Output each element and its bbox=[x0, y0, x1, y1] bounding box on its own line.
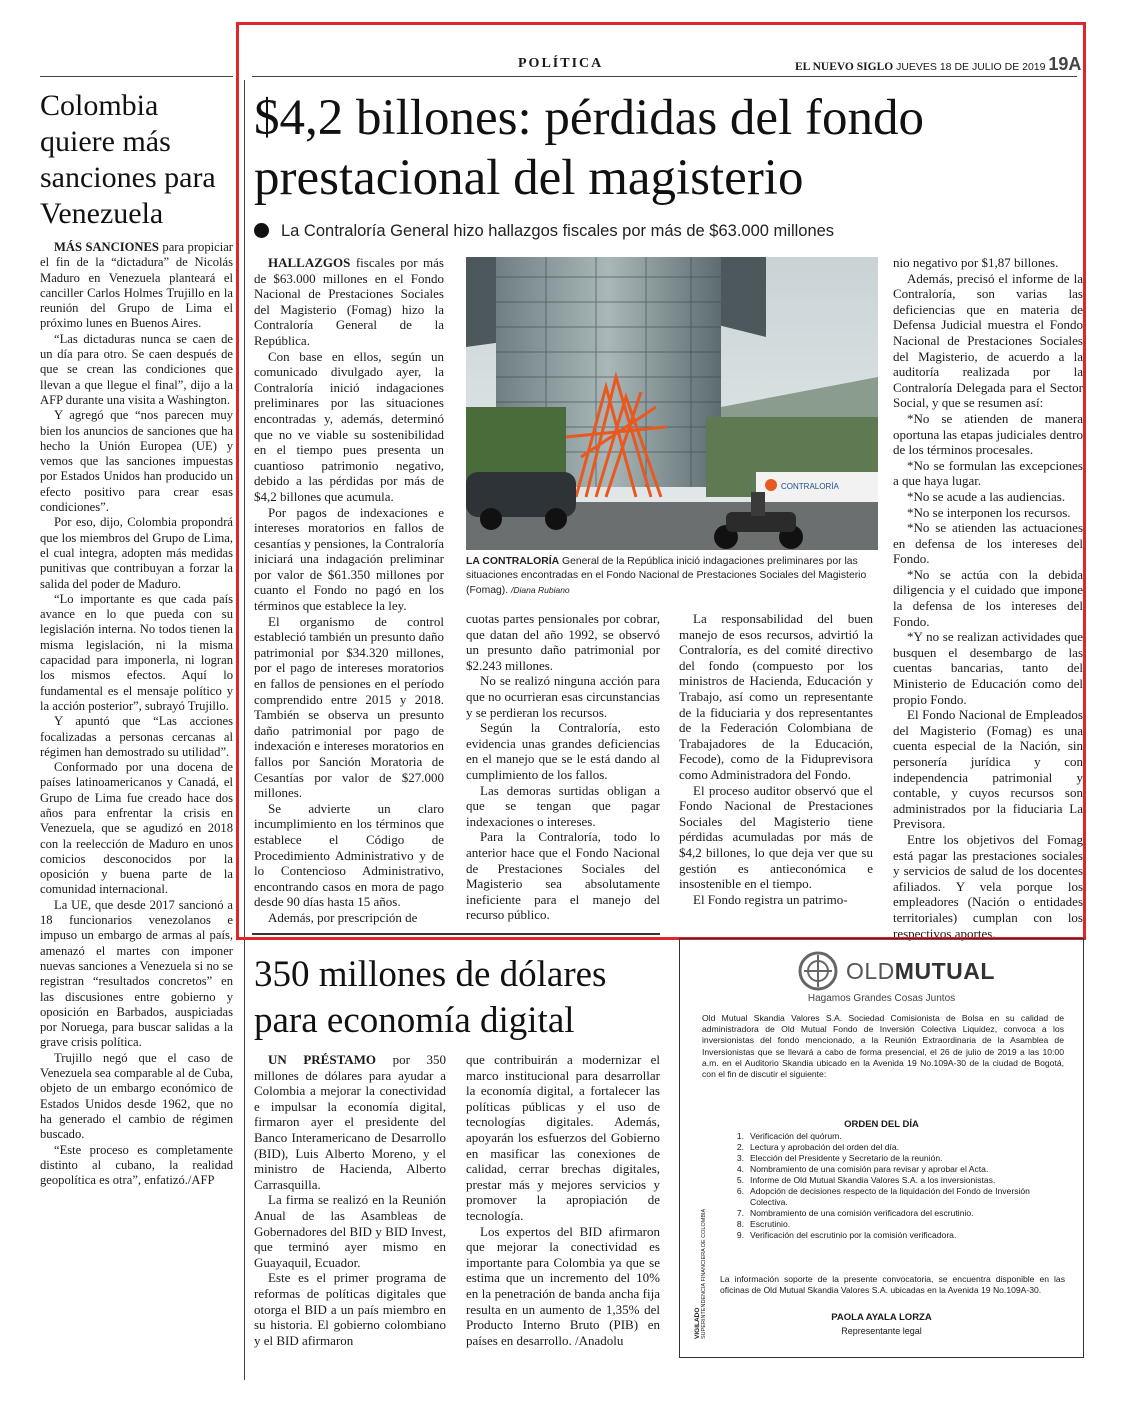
agenda-item: 4. Nombramiento de una comisión para revisar y aprobar el Acta. bbox=[736, 1164, 989, 1174]
main-paragraph: fiscales por más de $63.000 millones en el Fondo Nacional de Prestaciones Sociales del Magisterio (Fomag) hizo la Contraloría General de la República. bbox=[254, 255, 444, 348]
sidebar-paragraph: “Las dictaduras nunca se caen de un día para otro. Se caen después de que se crean las condiciones que llevan a que llegue el final”, dijo a la AFP durante una visita a Washington. bbox=[40, 331, 233, 407]
agenda-title: ORDEN DEL DÍA bbox=[844, 1119, 919, 1130]
highlight-frame bbox=[236, 22, 1086, 940]
ad-signer: PAOLA AYALA LORZA bbox=[831, 1312, 932, 1323]
main-paragraph: *No se interponen los recursos. bbox=[907, 504, 1071, 520]
sidebar-title-line: Colombia bbox=[40, 89, 159, 122]
sidebar-paragraph: La UE, que desde 2017 sancionó a 18 funcionarios venezolanos e impuso un embargo de armas al país, amenazó el martes con imponer nuevas sanciones a Venezuela si no se registran “resultados concretos” en las discusiones entre gobierno y oposición en Barbados, auspiciadas por Noruega, para buscar salidas a la grave crisis política. bbox=[40, 897, 233, 1050]
sidebar-paragraph: Y agregó que “nos parecen muy bien los anuncios de sanciones que ha hecho la Unión Europea (UE) y vemos que las sanciones impuestas por Estados Unidos han producido un efecto positivo para crear esas condiciones”. bbox=[40, 408, 233, 515]
photo-sign: CONTRALORÍA bbox=[781, 482, 839, 491]
ad-footer: La información soporte de la presente convocatoria, se encuentra disponible en las oficinas de Old Mutual Skandia Valores S.A. ubicadas en la Avenida 19 No.109A-30. bbox=[720, 1274, 1065, 1296]
sidebar-title bbox=[40, 88, 235, 232]
main-paragraph: Además, por prescripción de bbox=[268, 909, 418, 925]
agenda-item: 7. Nombramiento de una comisión verificadora del escrutinio. bbox=[736, 1208, 974, 1218]
brand-light: OLD bbox=[846, 957, 895, 984]
main-paragraph: *No se atienden las actuaciones en defensa de los intereses del Fondo. bbox=[893, 520, 1083, 567]
headline-line: prestacional del magisterio bbox=[254, 150, 804, 206]
agenda-item: 8. Escrutinio. bbox=[736, 1219, 791, 1229]
main-paragraph: Las demoras surtidas obligan a que se tengan que pagar indexaciones o intereses. bbox=[466, 782, 660, 829]
main-paragraph: *No se atienden de manera oportuna las etapas judiciales dentro de los términos procesales. bbox=[893, 410, 1083, 458]
main-paragraph: *No se acude a las audiencias. bbox=[907, 488, 1066, 504]
sidebar-paragraph: Y apuntó que “Las acciones focalizadas a personas cercanas al régimen han demostrado su utilidad”. bbox=[40, 714, 233, 759]
sidebar-paragraph: Trujillo negó que el caso de Venezuela sea comparable al de Cuba, objeto de un embargo económico de Estados Unidos desde 1962, que no ha generado el cambio de régimen buscado. bbox=[40, 1050, 234, 1142]
photo-credit: /Diana Rubiano bbox=[511, 585, 570, 595]
second-paragraph: por 350 millones de dólares para ayudar a Colombia a mejorar la conectividad e impulsar la economía digital, firmaron ayer el presidente del Banco Interamericano de Desarrollo (BID), Luis Alberto Moreno, y el ministro de Hacienda, Alberto Carrasquilla. bbox=[254, 1052, 446, 1192]
main-paragraph: Entre los objetivos del Fomag está pagar las prestaciones sociales y servicios de salud de los docentes afiliados. Y vela porque los empleadores (Nación o entidades territoriales) cumplan con los respectivos aportes. bbox=[893, 831, 1083, 941]
article-bottom-rule bbox=[252, 933, 660, 935]
agenda-item: 5. Informe de Old Mutual Skandia Valores S.A. a los inversionistas. bbox=[736, 1175, 996, 1185]
vigilado-label: VIGILADO bbox=[694, 1307, 701, 1339]
page-number: 19A bbox=[1048, 54, 1082, 74]
paper-name: EL NUEVO SIGLO bbox=[795, 61, 894, 73]
main-paragraph: cuotas partes pensionales por cobrar, que datan del año 1992, se observó un presunto daño patrimonial por $2.243 millones. bbox=[466, 611, 660, 673]
sidebar-lead: MÁS SANCIONES bbox=[54, 240, 159, 254]
main-paragraph: Según la Contraloría, esto evidencia unas grandes deficiencias en el manejo que se le está dando al cumplimiento de los fallos. bbox=[466, 720, 660, 782]
sidebar-title-line: Venezuela bbox=[40, 197, 164, 230]
ad-logo bbox=[798, 951, 995, 991]
sidebar-paragraph: Conformado por una docena de países latinoamericanos y Canadá, el Grupo de Lima fue creado hace dos años para enfrentar la crisis en Venezuela, que se agudizó en 2018 con la reelección de Maduro en unos comicios desconocidos por la oposición y buena parte de la comunidad internacional. bbox=[40, 760, 233, 897]
main-paragraph: Para la Contraloría, todo lo anterior hace que el Fondo Nacional de Prestaciones Sociales del Magisterio sea absolutamente ineficiente para el manejo del recurso público. bbox=[466, 829, 660, 923]
second-paragraph: que contribuirán a modernizar el marco institucional para desarrollar la economía digital, a fortalecer las políticas públicas y el uso de tecnologías digitales. Además, apoyarán los esfuerzos del Gobierno en masificar las conexiones de calidad, cerrar brechas digitales, prestar más y mejores servicios y promover la apropiación de tecnología. bbox=[466, 1052, 660, 1223]
agenda-item: 2. Lectura y aprobación del orden del día. bbox=[736, 1142, 900, 1152]
section-label: POLÍTICA bbox=[518, 56, 604, 71]
agenda-item: 6. Adopción de decisiones respecto de la liquidación del Fondo de Inversión Colectiva. bbox=[736, 1186, 1030, 1207]
main-paragraph: *No se actúa con la debida diligencia y el cuidado que impone la defensa de los intereses del Fondo. bbox=[893, 566, 1083, 629]
headline-line: $4,2 billones: pérdidas del fondo bbox=[254, 90, 924, 146]
sidebar-top-rule bbox=[40, 76, 233, 77]
headline-line: 350 millones de dólares bbox=[254, 954, 607, 995]
agenda-list bbox=[720, 1131, 1065, 1241]
sidebar-title-line: sanciones para bbox=[40, 161, 216, 194]
sidebar-paragraph: para propiciar el fin de la “dictadura” de Nicolás Maduro en Venezuela planteará el canciller Carlos Holmes Trujillo en la reunión del Grupo de Lima el próximo lunes en Buenos Aires. bbox=[40, 240, 233, 331]
ad-signer-role: Representante legal bbox=[841, 1326, 922, 1336]
superfinanciera-label: SUPERINTENDENCIA FINANCIERA DE COLOMBIA bbox=[701, 1208, 707, 1339]
sidebar-paragraph: “Este proceso es completamente distinto al cubano, la realidad geopolítica es otra”, enfatizó./AFP bbox=[40, 1142, 233, 1188]
sidebar-title-line: quiere más bbox=[40, 125, 171, 158]
agenda-item: 1. Verificación del quórum. bbox=[736, 1131, 842, 1141]
second-paragraph: Este es el primer programa de reformas de políticas digitales que otorga el BID a un país miembro en su historia. El gobierno colombiano y el BID afirmaron bbox=[254, 1270, 446, 1348]
subhead-text: La Contraloría General hizo hallazgos fiscales por más de $63.000 millones bbox=[281, 222, 835, 240]
second-column-2 bbox=[466, 1052, 660, 1348]
oldmutual-logo-icon bbox=[798, 951, 838, 991]
main-paragraph: nio negativo por $1,87 billones. bbox=[893, 255, 1059, 270]
brand-bold: MUTUAL bbox=[894, 957, 995, 984]
main-paragraph: Se advierte un claro incumplimiento en los términos que establece el Código de Procedimiento Administrativo y de lo Contencioso Administrativo, encontrando casos en mora de pago desde 90 días hasta 15 años. bbox=[254, 800, 444, 910]
main-paragraph: *Y no se realizan actividades que busquen el desembargo de las cuentas bancarias, tanto del Ministerio de Educación como del propio Fondo. bbox=[893, 629, 1083, 707]
main-paragraph: El organismo de control estableció también un presunto daño patrimonial por $34.320 millones, por el pago de intereses moratorios en fallos de pensiones en el período comprendido entre 2015 y 2018. También se observa un presunto daño patrimonial por pago de indexación e intereses moratorios en fallos por Sanción Moratoria de Cesantías por valor de $27.000 millones. bbox=[254, 613, 444, 801]
second-headline bbox=[254, 952, 674, 1044]
ad-slogan: Hagamos Grandes Cosas Juntos bbox=[807, 993, 956, 1004]
caption-text: General de la República inició indagaciones preliminares por las situaciones encontradas en el Fondo Nacional de Prestaciones Sociales del Magisterio (Fomag). bbox=[466, 556, 867, 596]
main-paragraph: *No se formulan las excepciones a que haya lugar. bbox=[893, 457, 1083, 489]
main-paragraph: Por pagos de indexaciones e intereses moratorios en fallos de cesantías y pensiones, la Contraloría iniciará una indagación preliminar por valor de $61.350 millones por cuanto el Fondo no pagó en los términos que establece la ley. bbox=[254, 504, 444, 614]
ad-intro: Old Mutual Skandia Valores S.A. Sociedad Comisionista de Bolsa en su calidad de administradora de Old Mutual Fondo de Inversión Colectiva Liquidez, convoca a los inversionistas del fondo mencionado, a la Reunión Extraordinaria de la Asamblea de Inversionistas que se llevará a cabo de forma presencial, el 26 de julio de 2019 a las 10:00 a.m. en el Auditorio Skandia ubicado en la Avenida 19 No.109A-30 de la ciudad de Bogotá, con el fin de discutir el siguiente: bbox=[702, 1013, 1064, 1080]
main-paragraph: La responsabilidad del buen manejo de esos recursos, advirtió la Contraloría, es del comité directivo del fondo (compuesto por los ministros de Hacienda, Educación y Trabajo, así como un representante de la fiduciaria y dos representantes de la Federación Colombiana de Trabajadores de la Educación, Fecode), como de la Fiduprevisora como Administradora del Fondo. bbox=[679, 611, 873, 782]
main-paragraph: Con base en ellos, según un comunicado divulgado ayer, la Contraloría inició indagaciones preliminares por las situaciones encontradas y, además, determinó que no ve viable su sostenibilidad en el tiempo pues presenta un cuantioso patrimonio negativo, debido a las pérdidas por más de $4,2 billones que acumula. bbox=[254, 348, 444, 504]
second-lead: UN PRÉSTAMO bbox=[268, 1052, 377, 1067]
headline-line: para economía digital bbox=[254, 1000, 575, 1041]
main-paragraph: El proceso auditor observó que el Fondo Nacional de Prestaciones Sociales del Magisterio tiene pérdidas acumuladas por más de $4,2 billones, lo que deja ver que su gestión es antieconómica e insostenible en el tiempo. bbox=[679, 782, 873, 892]
second-paragraph: Los expertos del BID afirmaron que mejorar la conectividad es importante para Colombia ya que se estima que un incremento del 10% en la penetración de banda ancha fija resulta en un aumento de 1,35% del Producto Interno Bruto (PIB) en países en desarrollo. /Anadolu bbox=[466, 1223, 660, 1348]
second-paragraph: La firma se realizó en la Reunión Anual de las Asambleas de Gobernadores del BID y BID Invest, que terminó ayer mismo en Guayaquil, Ecuador. bbox=[254, 1192, 446, 1270]
main-lead: HALLAZGOS bbox=[268, 255, 351, 270]
agenda-item: 3. Elección del Presidente y Secretario de la reunión. bbox=[736, 1153, 943, 1163]
issue-date: JUEVES 18 DE JULIO DE 2019 bbox=[896, 61, 1046, 73]
main-paragraph: No se realizó ninguna acción para que no ocurrieran esas circunstancias y se perdieran los recursos. bbox=[466, 673, 660, 720]
second-column-1 bbox=[254, 1052, 446, 1348]
sidebar-paragraph: “Lo importante es que cada país avance en lo que pueda con su legislación interna. No todos tienen la misma legislación, ni la misma capacidad para imponerla, ni logran los mismos efectos. Aquí lo fundamental es el mensaje político y la acción posterior”, subrayó Trujillo. bbox=[40, 591, 233, 713]
agenda-item: 9. Verificación del escrutinio por la comisión verificadora. bbox=[736, 1230, 957, 1240]
sidebar-paragraph: Por eso, dijo, Colombia propondrá que los miembros del Grupo de Lima, el cual integra, adopten más medidas punitivas que contribuyan a forzar la salida del poder de Maduro. bbox=[40, 515, 233, 591]
sidebar-body bbox=[40, 240, 233, 1188]
caption-lead: LA CONTRALORÍA bbox=[466, 556, 560, 567]
main-paragraph: El Fondo registra un patrimo- bbox=[693, 891, 848, 907]
oldmutual-ad bbox=[679, 938, 1084, 1358]
main-paragraph: El Fondo Nacional de Empleados del Magisterio (Fomag) es una cuenta especial de la Nación, sin personería jurídica y con independencia patrimonial y contable, y cuyos recursos son administrados por la fiduciaria La Previsora. bbox=[893, 707, 1083, 832]
main-paragraph: Además, precisó el informe de la Contraloría, son varias las deficiencias que en materia de Defensa Judicial muestra el Fondo Nacional de Prestaciones Sociales del Magisterio, de acuerdo a la auditoría realizada por la Contraloría Delegada para el Sector Social, y que se resumen así: bbox=[893, 270, 1083, 411]
